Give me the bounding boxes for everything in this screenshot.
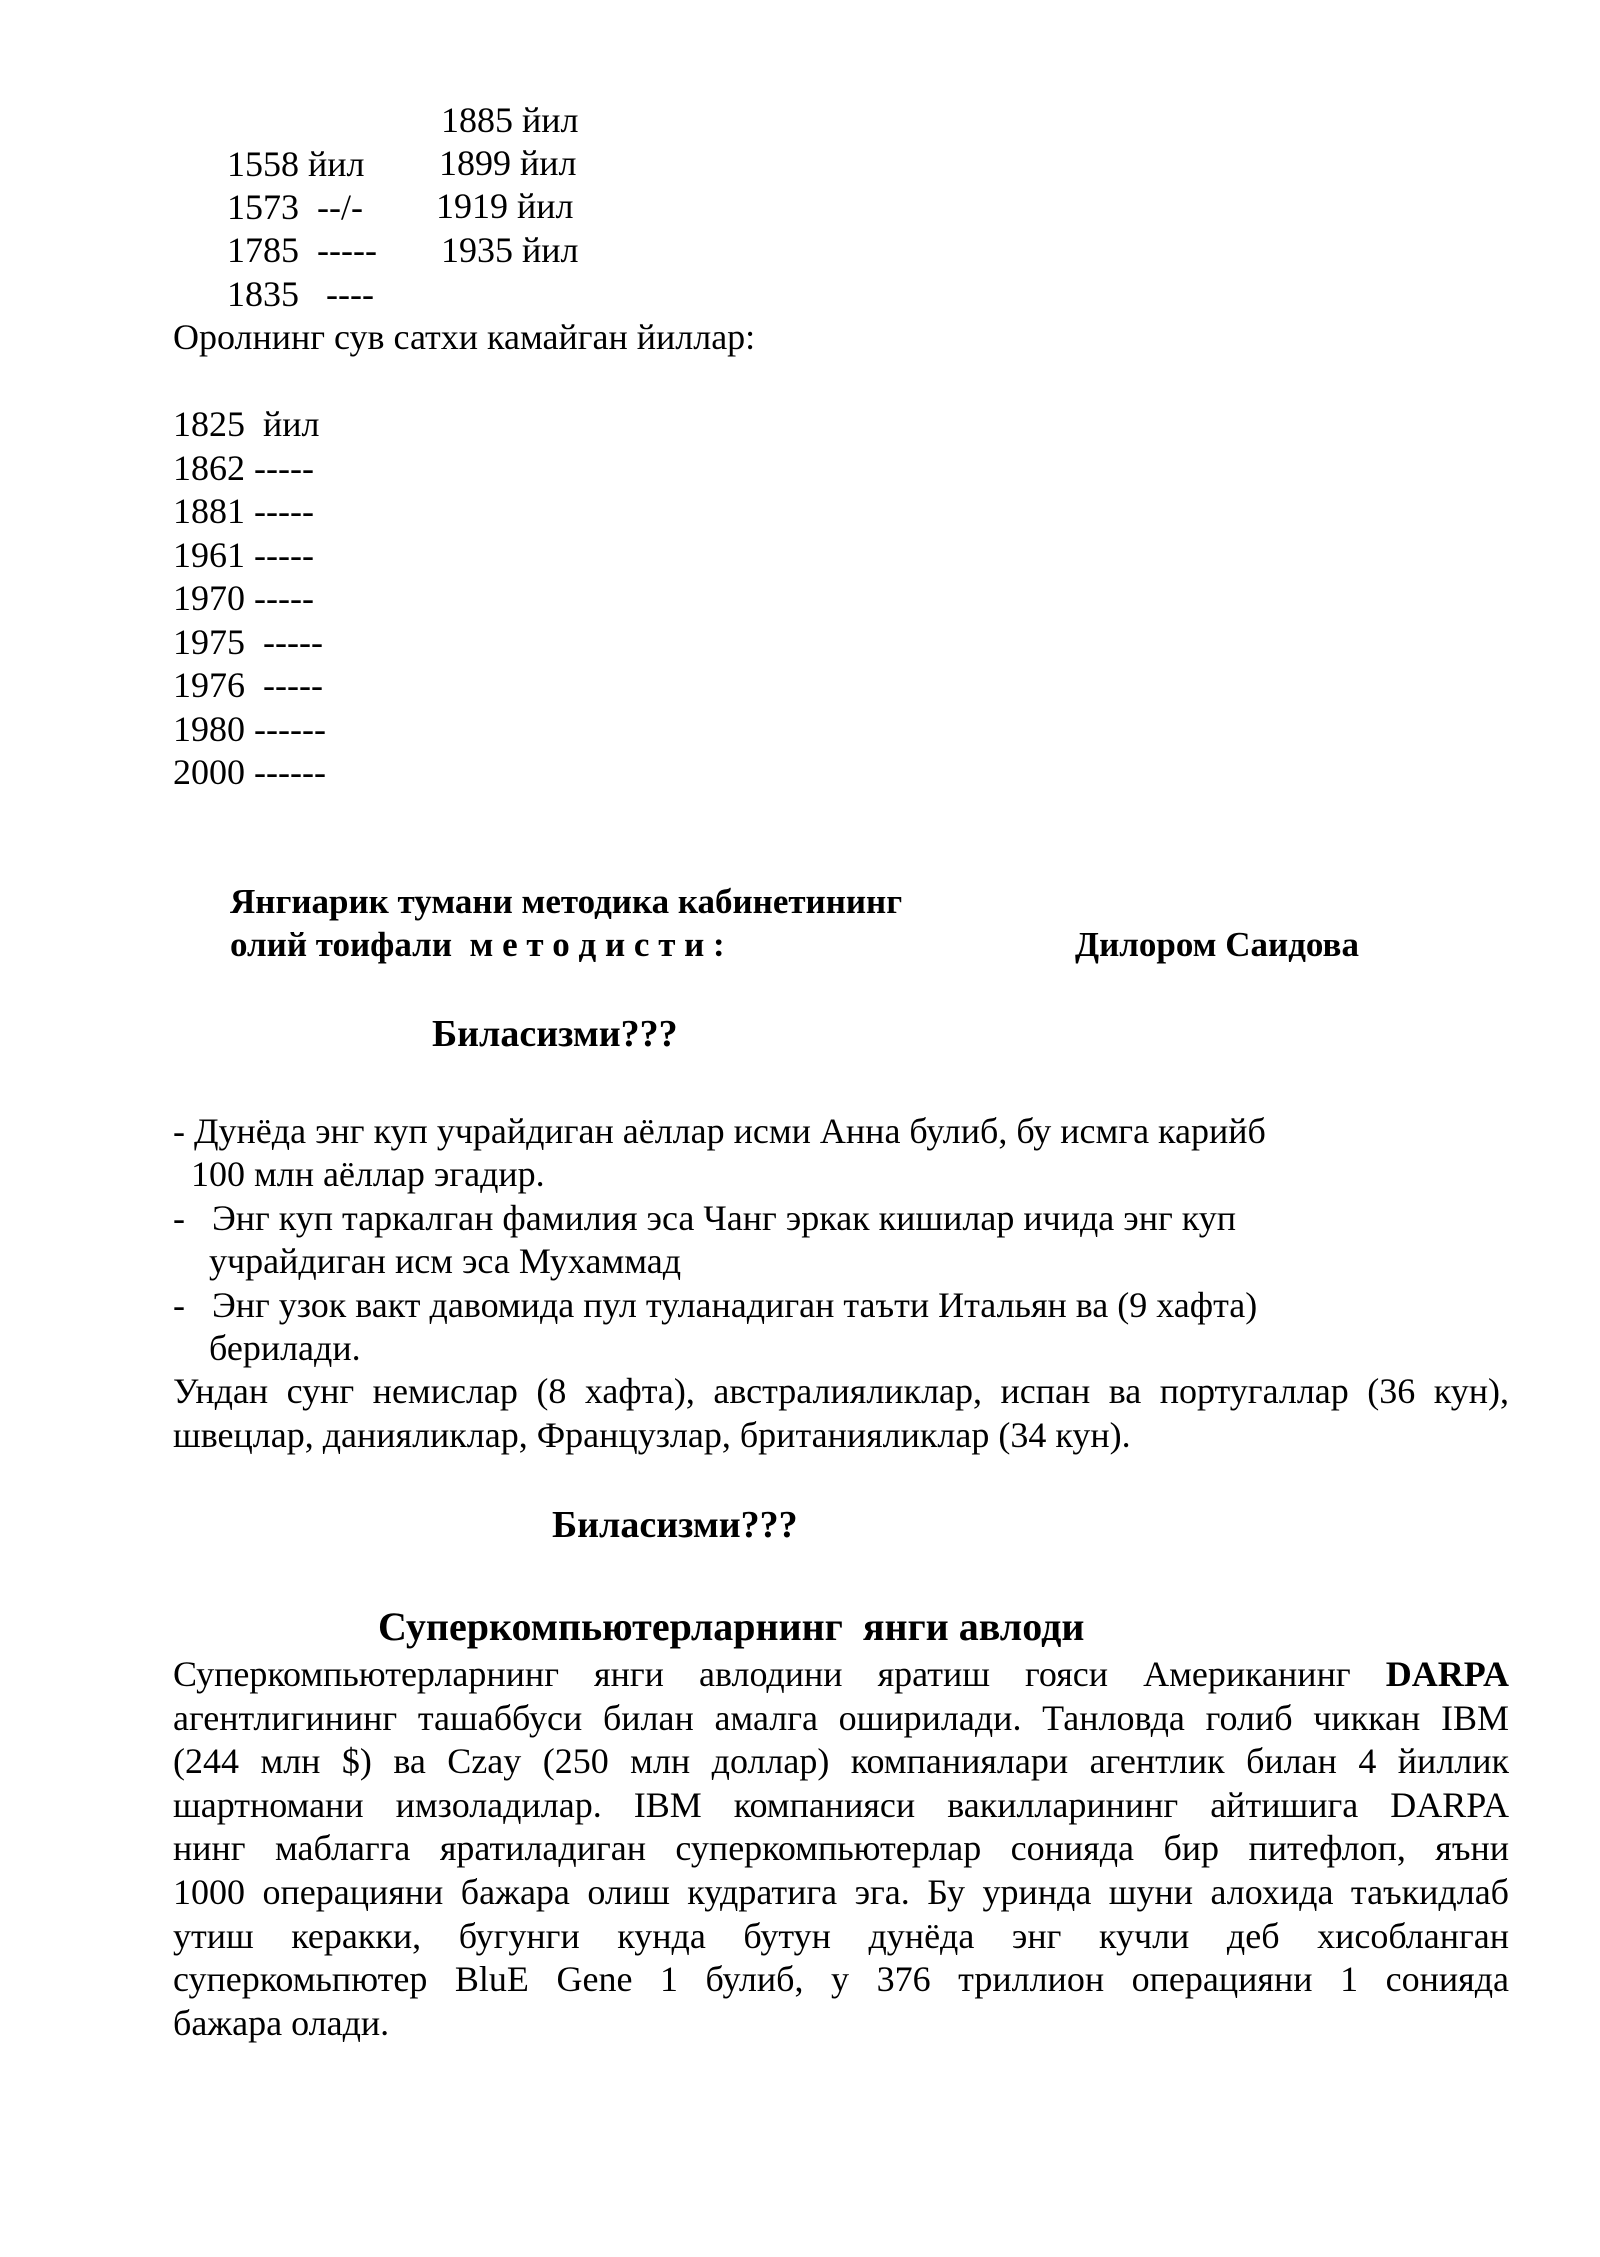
list-item: 1961 ----- (173, 535, 314, 575)
list-item: 100 млн аёллар эгадир. (173, 1154, 545, 1194)
paragraph-text: Суперкомпьютерларнинг янги авлодини яратиш гояси Американинг (173, 1654, 1351, 1694)
list-item: 1862 ----- (173, 448, 314, 488)
section-2-title: Биласизми??? (552, 1504, 798, 1546)
years-row-left: 1573 --/- (227, 187, 363, 227)
section-1-paragraph (173, 1370, 1509, 1457)
list-item: берилади. (173, 1328, 361, 1368)
list-item: 2000 ------ (173, 752, 326, 792)
list-item: 1980 ------ (173, 709, 326, 749)
years-row-left: 1785 ----- (227, 230, 377, 270)
paragraph-line: 1000 операцияни бажара олиш кудратига эга. Бу уринда шуни алохида таъкидлаб (173, 1871, 1509, 1912)
decrease-heading: Оролнинг сув сатхи камайган йиллар: (173, 317, 756, 357)
paragraph-line: швецлар, данияликлар, Французлар, британияликлар (34 кун). (173, 1414, 1131, 1455)
years-row-right: 1935 йил (441, 230, 579, 270)
author-line-1: Янгиарик тумани методика кабинетининг (230, 882, 903, 921)
list-item: учрайдиган исм эса Мухаммад (173, 1241, 682, 1281)
years-row-right: 1885 йил (441, 100, 579, 140)
paragraph-line: утиш керакки, бугунги кунда бутун дунёда энг кучли деб хисобланган (173, 1915, 1509, 1956)
author-line-2: олий тоифали м е т о д и с т и : (230, 925, 725, 964)
years-row-left: 1558 йил (227, 144, 365, 184)
years-row-left: 1835 ---- (227, 274, 374, 314)
paragraph-line: суперкомьпютер BluE Gene 1 булиб, у 376 триллион операцияни 1 сонияда (173, 1959, 1509, 2000)
list-item: - Энг узок вакт давомида пул туланадиган таъти Итальян ва (9 хафта) (173, 1285, 1258, 1325)
list-item: - Дунёда энг куп учрайдиган аёллар исми Анна булиб, бу исмга карийб (173, 1111, 1266, 1151)
paragraph-line: (244 млн $) ва Czay (250 млн доллар) компаниялари агентлик билан 4 йиллик (173, 1741, 1509, 1782)
paragraph-line: Ундан сунг немислар (8 хафта), австралияликлар, испан ва португаллар (36 кун), (173, 1371, 1509, 1411)
paragraph-line (173, 1653, 1509, 1697)
list-item: 1970 ----- (173, 578, 314, 618)
paragraph-line: нинг маблагга яратиладиган суперкомпьютерлар сонияда бир питефлоп, яъни (173, 1828, 1509, 1869)
paragraph-line: бажара олади. (173, 2002, 390, 2043)
paragraph-line: шартномани имзоладилар. IBM компанияси вакилларининг айтишига DARPA (173, 1784, 1509, 1825)
paragraph-line: агентлигининг ташаббуси билан амалга оширилади. Танловда голиб чиккан IBM (173, 1697, 1509, 1738)
section-2-subtitle: Суперкомпьютерларнинг янги авлоди (378, 1604, 1085, 1649)
list-item: 1976 ----- (173, 665, 323, 705)
years-row-right: 1919 йил (436, 186, 574, 226)
list-item: 1881 ----- (173, 491, 314, 531)
section-1-title: Биласизми??? (432, 1013, 678, 1055)
years-row-right: 1899 йил (439, 143, 577, 183)
list-item: - Энг куп таркалган фамилия эса Чанг эркак кишилар ичида энг куп (173, 1198, 1237, 1238)
darpa-bold: DARPA (1385, 1654, 1510, 1694)
author-name: Дилором Саидова (1075, 925, 1359, 964)
list-item: 1825 йил (173, 404, 320, 444)
list-item: 1975 ----- (173, 622, 323, 662)
section-2-paragraph (173, 1653, 1509, 2045)
